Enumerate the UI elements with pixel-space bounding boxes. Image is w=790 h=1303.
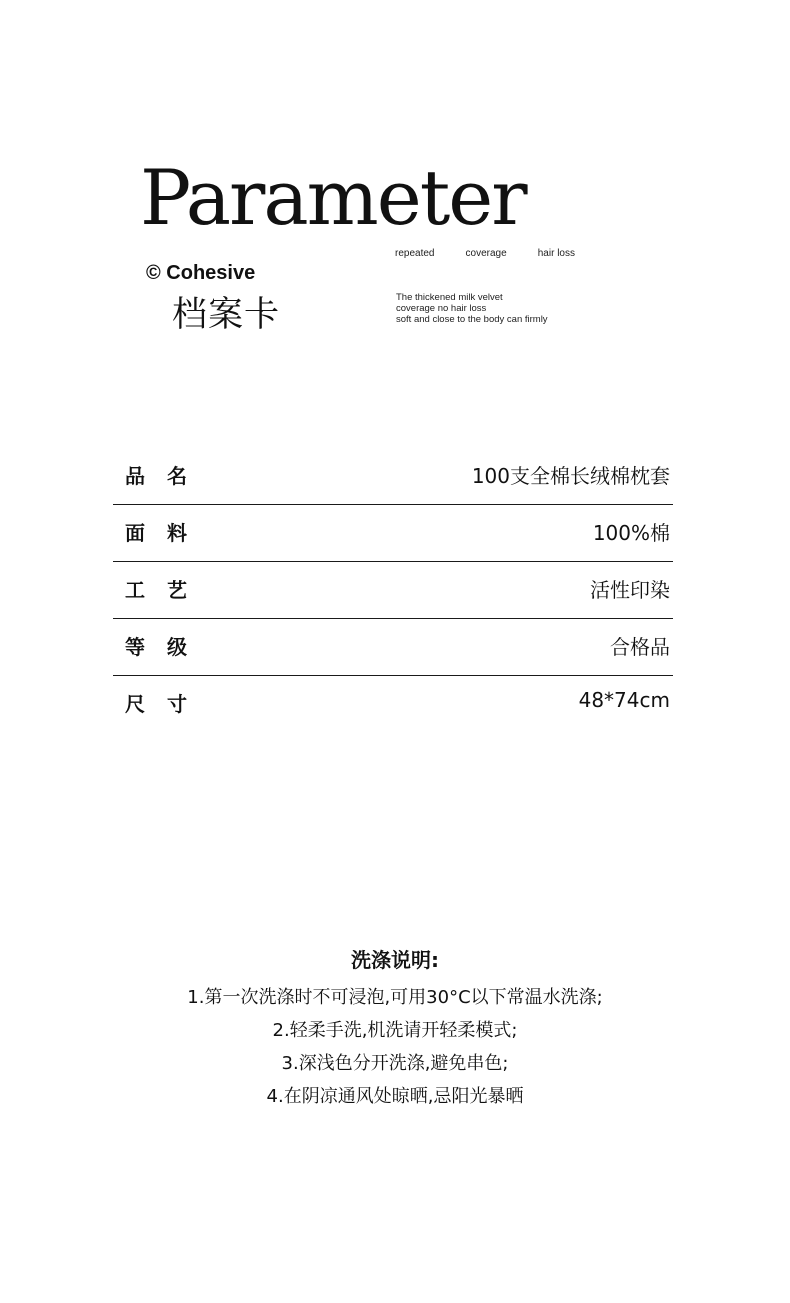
param-value: 100%棉 [592,521,670,545]
param-label: 工艺 [125,578,209,602]
wash-instructions [0,945,790,1113]
param-value: 合格品 [610,635,670,659]
table-row [113,448,673,505]
table-row [113,562,673,619]
brand-name: © Cohesive [146,262,256,284]
tag-label: coverage [465,248,507,259]
param-value: 活性印染 [590,578,670,602]
wash-instruction-line: 4.在阴凉通风处晾晒,忌阳光暴晒 [266,1086,524,1107]
wash-title: 洗涤说明: [351,948,439,972]
wash-instruction-line: 3.深浅色分开洗涤,避免串色; [281,1053,509,1074]
param-label: 等级 [125,635,209,659]
tag-label: hair loss [537,248,575,259]
param-value: 100支全棉长绒棉枕套 [471,464,670,488]
wash-instruction-line: 1.第一次洗涤时不可浸泡,可用30°C以下常温水洗涤; [187,987,603,1008]
tagline-line: The thickened milk velvet [396,292,503,303]
param-label: 面料 [125,521,209,545]
param-label: 尺寸 [125,692,209,716]
table-row [113,676,673,733]
card-title: 档案卡 [172,295,281,335]
page-title: Parameter [140,153,526,242]
table-row [113,505,673,562]
parameter-table [113,448,673,733]
tag-label: repeated [395,248,435,259]
tagline-line: coverage no hair loss [396,303,487,314]
tagline [396,292,548,325]
param-value: 48*74cm [578,688,670,712]
tagline-line: soft and close to the body can firmly [396,314,548,325]
wash-instruction-line: 2.轻柔手洗,机洗请开轻柔模式; [272,1020,518,1041]
tag-row [395,248,575,259]
param-label: 品名 [125,464,209,488]
table-row [113,619,673,676]
